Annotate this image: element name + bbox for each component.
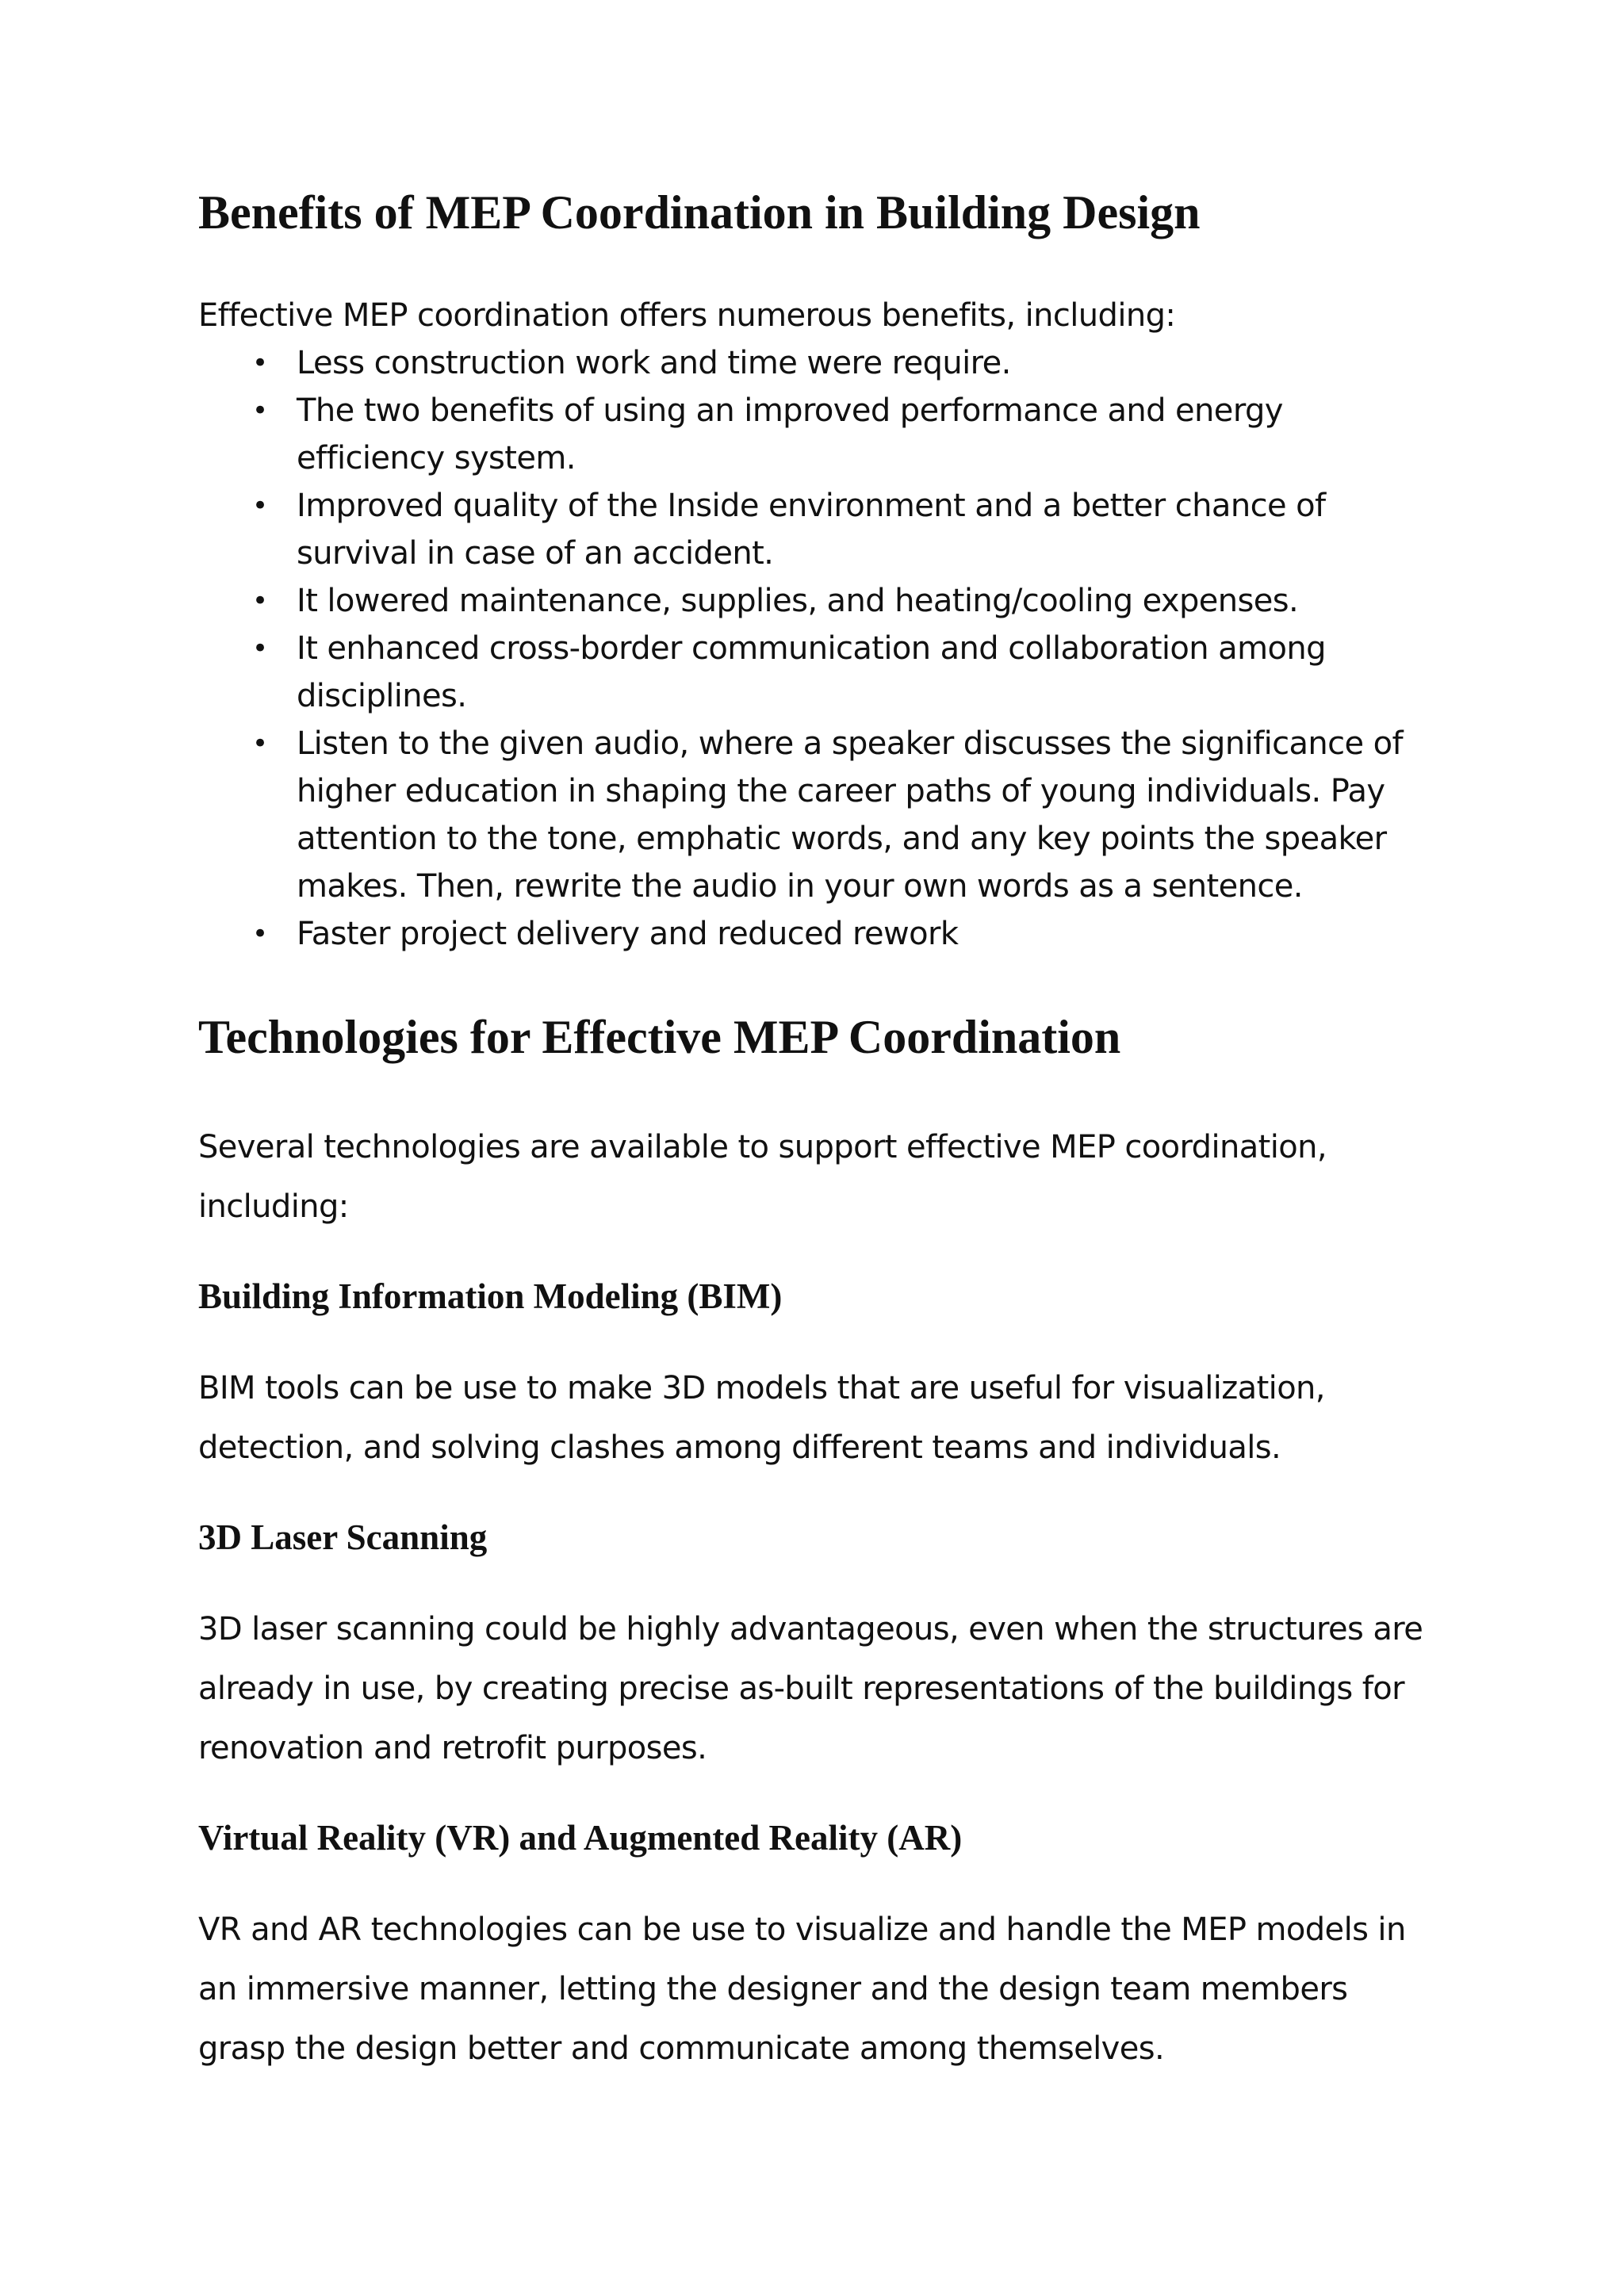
subsection-heading-bim: Building Information Modeling (BIM) xyxy=(198,1276,783,1316)
list-item-text: Faster project delivery and reduced rework xyxy=(297,916,959,952)
list-item-text: It lowered maintenance, supplies, and heating/cooling expenses. xyxy=(297,583,1299,619)
subsection-body-vr-ar: VR and AR technologies can be use to visualize and handle the MEP models in an immersive manner, letting the designer and the design team members grasp the design better and communicate among themselves. xyxy=(198,1911,1406,2067)
bullet-icon: • xyxy=(252,728,268,760)
list-item xyxy=(252,482,1435,577)
bullet-icon: • xyxy=(252,395,268,427)
list-item xyxy=(252,910,1435,958)
bullet-icon: • xyxy=(252,633,268,664)
list-item xyxy=(252,720,1435,910)
list-item xyxy=(252,577,1435,625)
list-item-text: The two benefits of using an improved performance and energy efficiency system. xyxy=(297,392,1283,476)
bullet-icon: • xyxy=(252,918,268,950)
list-item-text: Listen to the given audio, where a speaker discusses the significance of higher education in shaping the career paths of young individuals. Pay attention to the tone, emphatic words, and any key points the speaker makes. Then, rewrite the audio in your own words as a sentence. xyxy=(297,725,1404,905)
list-item-text: It enhanced cross-border communication and collaboration among disciplines. xyxy=(297,630,1326,714)
list-item-text: Improved quality of the Inside environment and a better chance of survival in case of an accident. xyxy=(297,488,1326,572)
list-item xyxy=(252,625,1435,720)
list-item-text: Less construction work and time were require. xyxy=(297,345,1011,381)
technologies-heading: Technologies for Effective MEP Coordination xyxy=(198,1011,1121,1063)
technologies-intro: Several technologies are available to support effective MEP coordination, including: xyxy=(198,1129,1327,1225)
bullet-icon: • xyxy=(252,490,268,522)
benefits-list xyxy=(198,339,1435,958)
bullet-icon: • xyxy=(252,347,268,379)
list-item xyxy=(252,339,1435,387)
bullet-icon: • xyxy=(252,585,268,617)
document-page xyxy=(198,184,1435,2079)
benefits-heading: Benefits of MEP Coordination in Building Design xyxy=(198,186,1201,239)
subsection-heading-vr-ar: Virtual Reality (VR) and Augmented Reality (AR) xyxy=(198,1818,963,1858)
subsection-body-bim: BIM tools can be use to make 3D models that are useful for visualization, detection, and solving clashes among different teams and individuals. xyxy=(198,1370,1325,1466)
subsection-body-laser-scanning: 3D laser scanning could be highly advantageous, even when the structures are already in use, by creating precise as-built representations of the buildings for renovation and retrofit purposes. xyxy=(198,1611,1423,1766)
subsection-heading-laser-scanning: 3D Laser Scanning xyxy=(198,1517,488,1557)
list-item xyxy=(252,387,1435,482)
benefits-intro: Effective MEP coordination offers numerous benefits, including: xyxy=(198,297,1176,334)
